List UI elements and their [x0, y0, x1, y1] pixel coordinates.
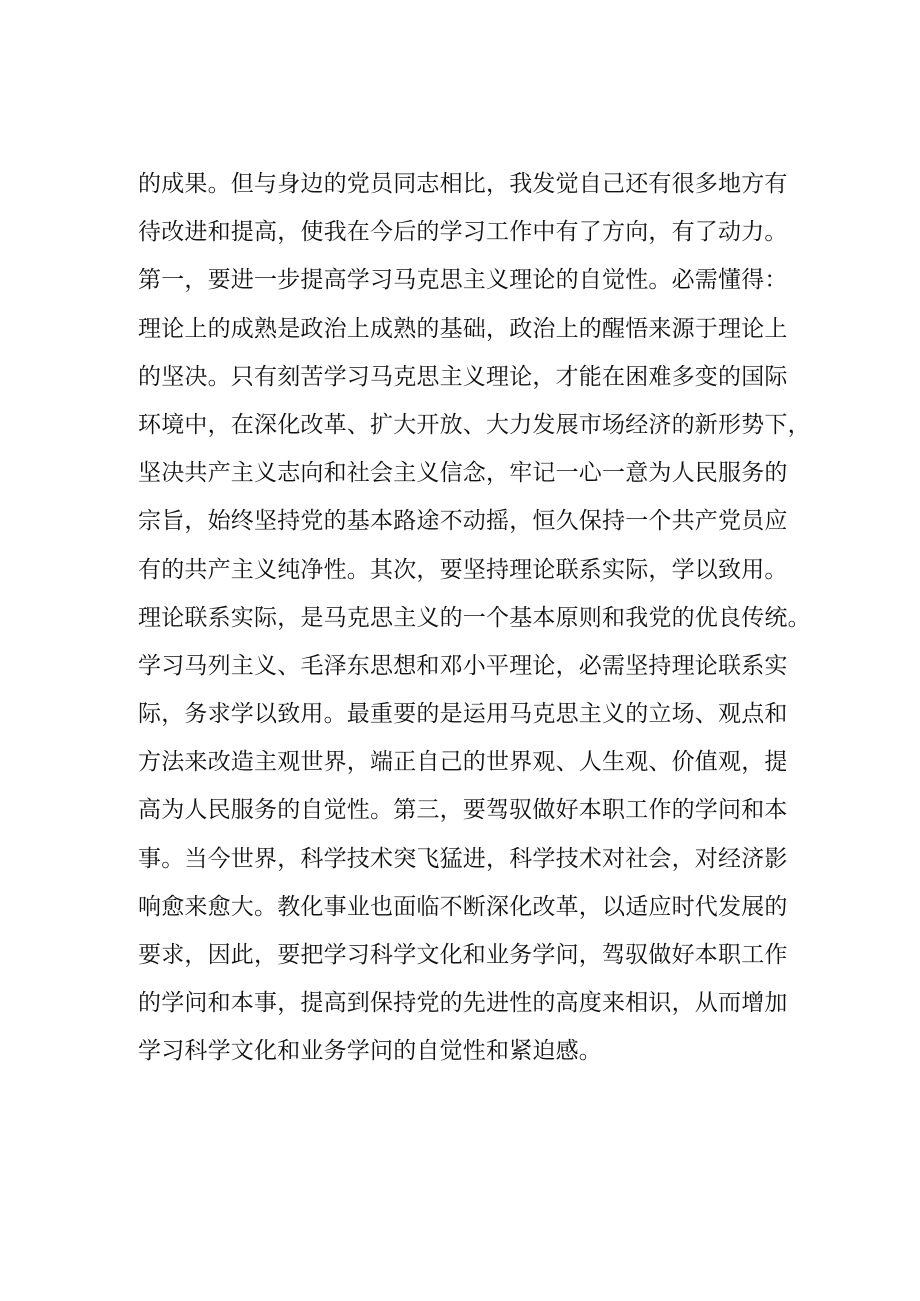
text-line: 际，务求学以致用。最重要的是运用马克思主义的立场、观点和	[138, 701, 788, 728]
text-line: 方法来改造主观世界，端正自己的世界观、人生观、价值观，提	[138, 749, 788, 776]
text-line: 坚决共产主义志向和社会主义信念，牢记一心一意为人民服务的	[138, 460, 788, 487]
text-line: 理论联系实际，是马克思主义的一个基本原则和我党的优良传统。	[138, 604, 811, 631]
text-line: 宗旨，始终坚持党的基本路途不动摇，恒久保持一个共产党员应	[138, 508, 788, 535]
text-line: 的坚决。只有刻苦学习马克思主义理论，才能在困难多变的国际	[138, 363, 788, 390]
body-paragraph	[138, 160, 811, 1076]
text-line: 学习马列主义、毛泽东思想和邓小平理论，必需坚持理论联系实	[138, 652, 788, 679]
text-line: 事。当今世界，科学技术突飞猛进，科学技术对社会，对经济影	[138, 845, 788, 872]
text-line: 有的共产主义纯净性。其次，要坚持理论联系实际，学以致用。	[138, 556, 788, 583]
text-line: 的学问和本事，提高到保持党的先进性的高度来相识，从而增加	[138, 990, 788, 1017]
text-line: 的成果。但与身边的党员同志相比，我发觉自己还有很多地方有	[138, 171, 788, 197]
text-line: 高为人民服务的自觉性。第三，要驾驭做好本职工作的学问和本	[138, 797, 788, 824]
text-line: 第一，要进一步提高学习马克思主义理论的自觉性。必需懂得：	[138, 267, 788, 294]
text-line: 要求，因此，要把学习科学文化和业务学问，驾驭做好本职工作	[138, 942, 788, 968]
text-line: 响愈来愈大。教化事业也面临不断深化改革，以适应时代发展的	[138, 893, 788, 920]
text-line: 理论上的成熟是政治上成熟的基础，政治上的醒悟来源于理论上	[138, 315, 788, 342]
text-line: 环境中，在深化改革、扩大开放、大力发展市场经济的新形势下，	[138, 411, 811, 438]
text-line: 学习科学文化和业务学问的自觉性和紧迫感。	[138, 1038, 602, 1065]
text-line: 待改进和提高，使我在今后的学习工作中有了方向，有了动力。	[138, 219, 788, 246]
